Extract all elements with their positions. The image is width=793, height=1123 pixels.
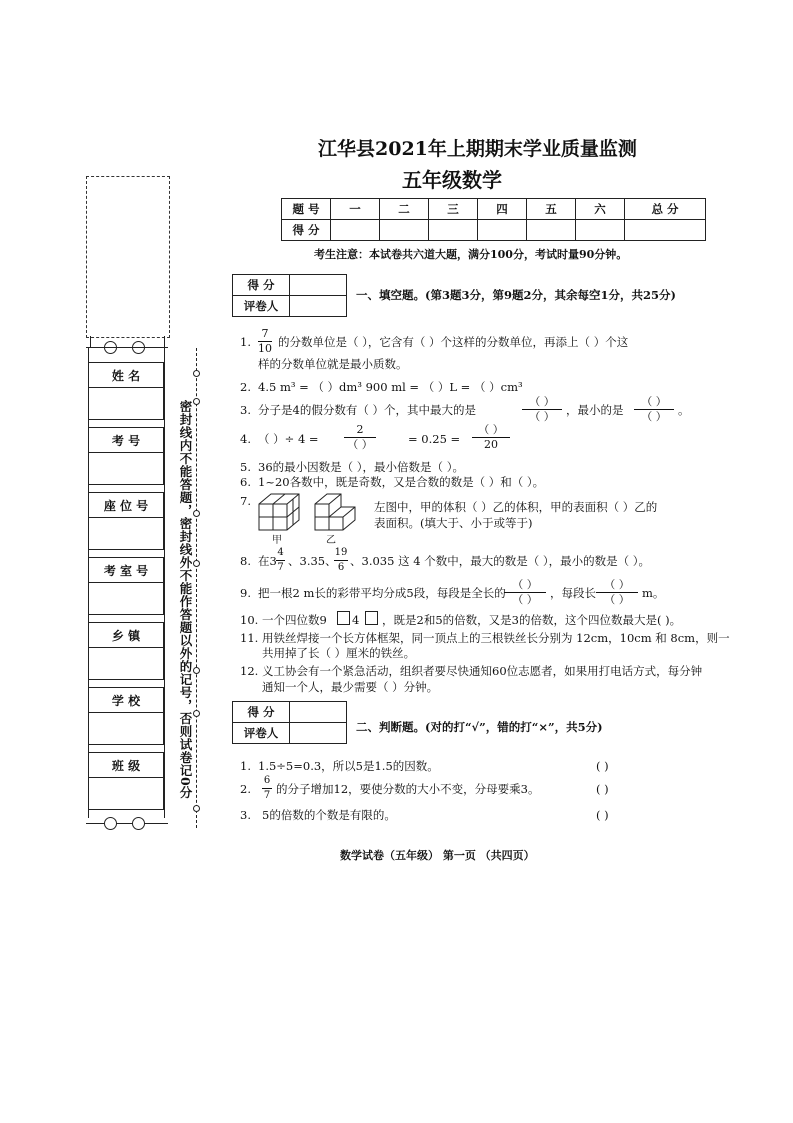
score-header-cell: 六	[576, 199, 625, 220]
q9-blank-fraction-2[interactable]: （ ） （ ）	[596, 579, 638, 606]
q10-text-a: 一个四位数9	[262, 613, 327, 627]
q4-fraction-1	[344, 424, 376, 451]
seal-line-dot	[193, 710, 200, 717]
fraction-numerator: 19	[334, 547, 348, 558]
score-cell[interactable]	[576, 220, 625, 241]
seal-line-dot	[193, 398, 200, 405]
exam-number-field[interactable]	[88, 427, 164, 485]
strip-line	[86, 823, 168, 824]
score-header-cell: 总 分	[625, 199, 706, 220]
s2-q3-text: 5的倍数的个数是有限的。	[262, 808, 396, 822]
q7-text-line2: 表面积。(填大于、小于或等于)	[374, 516, 533, 530]
q10-text-c: ，既是2和5的倍数，又是3的倍数，这个四位数最大是( )。	[382, 613, 682, 627]
q6-text: 1~20各数中，既是奇数，又是合数的数是（ ）和（ ）。	[258, 475, 545, 489]
photo-box	[86, 176, 170, 338]
s2-q2-answer-paren[interactable]: ( )	[596, 782, 609, 796]
q3-blank-fraction-min[interactable]: （ ） （ ）	[634, 396, 674, 423]
strip-line	[164, 348, 165, 818]
q9-text: 把一根2 m长的彩带平均分成5段，每段是全长的	[258, 586, 506, 600]
q1-text-line2: 样的分数单位就是最小质数。	[258, 357, 408, 371]
q3-text-mid: ，最小的是	[566, 403, 624, 417]
page-footer: 数学试卷（五年级） 第一页 （共四页）	[340, 849, 535, 862]
q1-number: 1.	[240, 335, 251, 349]
fraction-numerator: （ ）	[478, 423, 504, 436]
q8-text-c: 、3.035 这 4 个数中，最大的数是（ ），最小的数是（ ）。	[350, 554, 651, 568]
section1-heading: 一、填空题。(第3题3分，第9题2分，其余每空1分，共25分)	[356, 288, 676, 302]
class-field-label: 班 级	[89, 753, 163, 778]
q4-text-b: = 0.25 =	[408, 432, 461, 446]
class-field[interactable]	[88, 752, 164, 810]
q6-number: 6.	[240, 475, 251, 489]
s2-q2-text: 的分子增加12，要使分数的大小不变，分母要乘3。	[276, 782, 540, 796]
score-header-cell: 二	[380, 199, 429, 220]
q10-digit-box-1[interactable]	[337, 611, 350, 625]
q12-number: 12.	[240, 664, 259, 678]
fraction-denominator: 7	[263, 790, 271, 801]
score-cell[interactable]	[380, 220, 429, 241]
q8-number: 8.	[240, 554, 251, 568]
q5-text: 36的最小因数是（ ），最小倍数是（ ）。	[258, 460, 464, 474]
grader-reviewer-label: 评卷人	[233, 296, 290, 317]
grader-reviewer-cell[interactable]	[290, 296, 347, 317]
q3-blank-fraction-max[interactable]: （ ） （ ）	[522, 396, 562, 423]
q12-text-line2: 通知一个人，最少需要（ ）分钟。	[262, 680, 439, 694]
strip-line	[86, 347, 168, 348]
q11-text: 用铁丝焊接一个长方体框架，同一顶点上的三根铁丝长分别为 12cm，10cm 和 8cm，则一	[262, 631, 730, 645]
grader-score-label: 得 分	[233, 275, 290, 296]
s2-q1-answer-paren[interactable]: ( )	[596, 759, 609, 773]
score-header-cell: 四	[478, 199, 527, 220]
grader-reviewer-label: 评卷人	[233, 723, 290, 744]
seal-line	[196, 348, 197, 828]
s2-q2-fraction	[262, 775, 272, 802]
score-table	[281, 198, 706, 241]
q9-text-end: m。	[642, 586, 665, 600]
seat-number-field[interactable]	[88, 492, 164, 550]
q9-text-mid: ，每段长	[550, 586, 596, 600]
score-header-cell: 五	[527, 199, 576, 220]
grader-score-cell[interactable]	[290, 702, 347, 723]
q2-number: 2.	[240, 380, 251, 394]
score-header-cell: 一	[331, 199, 380, 220]
q8-mixed-fraction	[276, 547, 285, 574]
q11-text-line2: 共用掉了长（ ）厘米的铁丝。	[262, 646, 416, 660]
s2-q1-number: 1.	[240, 759, 251, 773]
seal-line-dot	[193, 510, 200, 517]
section2-heading: 二、判断题。(对的打“√”，错的打“×”，共5分)	[356, 720, 603, 734]
exam-notice: 考生注意：本试卷共六道大题，满分100分，考试时量90分钟。	[314, 248, 628, 261]
score-cell[interactable]	[625, 220, 706, 241]
score-cell[interactable]	[429, 220, 478, 241]
cube-label-a: 甲	[272, 535, 282, 546]
q1-text: 的分数单位是（ ），它含有（ ）个这样的分数单位，再添上（ ）个这	[278, 335, 629, 349]
fraction-numerator: 6	[263, 775, 271, 786]
fraction-denominator: 7	[277, 562, 284, 573]
q9-number: 9.	[240, 586, 251, 600]
exam-room-field[interactable]	[88, 557, 164, 615]
q7-number: 7.	[240, 494, 251, 508]
seal-warning-text: 密封线内不能答题，密封线外不能作答题以外的记号，否则试卷记0分	[178, 400, 193, 800]
fraction-denominator: 20	[484, 438, 498, 451]
fraction-numerator: 2	[356, 423, 364, 436]
grader-score-cell[interactable]	[290, 275, 347, 296]
punch-hole-circle	[104, 817, 117, 830]
q5-number: 5.	[240, 460, 251, 474]
cube-diagram-a	[256, 490, 302, 534]
township-field-label: 乡 镇	[89, 623, 163, 648]
q8-text-a: 在3	[258, 554, 277, 568]
q10-digit-box-2[interactable]	[365, 611, 378, 625]
subject-title: 五年级数学	[402, 168, 502, 192]
seal-line-dot	[193, 560, 200, 567]
fraction-denominator: 6	[337, 562, 345, 573]
s2-q3-number: 3.	[240, 808, 251, 822]
score-cell[interactable]	[478, 220, 527, 241]
grader-score-label: 得 分	[233, 702, 290, 723]
q9-blank-fraction[interactable]: （ ） （ ）	[504, 579, 546, 606]
seal-line-dot	[193, 370, 200, 377]
q12-text: 义工协会有一个紧急活动，组织者要尽快通知60位志愿者，如果用打电话方式，每分钟	[262, 664, 703, 678]
q3-number: 3.	[240, 403, 251, 417]
exam-room-field-label: 考 室 号	[89, 558, 163, 583]
score-cell[interactable]	[527, 220, 576, 241]
fraction-denominator: （ ）	[347, 438, 373, 451]
school-field-label: 学 校	[89, 688, 163, 713]
q3-text: 分子是4的假分数有（ ）个，其中最大的是	[258, 403, 476, 417]
score-row-label: 得 分	[282, 220, 331, 241]
s2-q3-answer-paren[interactable]: ( )	[596, 808, 609, 822]
q4-text-a: （ ）÷ 4 =	[258, 432, 319, 446]
grader-reviewer-cell[interactable]	[290, 723, 347, 744]
fraction-numerator: 7	[261, 327, 269, 340]
q3-text-end: 。	[678, 403, 690, 417]
s2-q1-text: 1.5÷5=0.3，所以5是1.5的因数。	[258, 759, 439, 773]
fraction-denominator: 10	[258, 342, 272, 355]
q8-text-b: 、3.35、	[288, 554, 337, 568]
q10-number: 10.	[240, 613, 259, 627]
exam-number-field-label: 考 号	[89, 428, 163, 453]
q11-number: 11.	[240, 631, 259, 645]
score-header-cell: 题 号	[282, 199, 331, 220]
exam-title: 江华县2021年上期期末学业质量监测	[318, 138, 637, 160]
seat-number-field-label: 座 位 号	[89, 493, 163, 518]
grader-box-1	[232, 274, 347, 317]
q4-fraction-2	[472, 424, 510, 451]
q10-text-b: 4	[352, 613, 360, 627]
score-cell[interactable]	[331, 220, 380, 241]
q2-text: 4.5 m³ = （ ）dm³ 900 ml = （ ）L = （ ）cm³	[258, 380, 523, 394]
cube-diagram-b	[312, 490, 358, 534]
score-header-cell: 三	[429, 199, 478, 220]
seal-line-dot	[193, 805, 200, 812]
q4-number: 4.	[240, 432, 251, 446]
q1-fraction	[258, 328, 272, 355]
q7-text: 左图中，甲的体积（ ）乙的体积，甲的表面积（ ）乙的	[374, 500, 658, 514]
school-field[interactable]	[88, 687, 164, 745]
township-field[interactable]	[88, 622, 164, 680]
name-field-label: 姓 名	[89, 363, 163, 388]
punch-hole-circle	[132, 817, 145, 830]
fraction-numerator: 4	[277, 547, 284, 558]
q8-fraction	[334, 547, 348, 574]
name-field[interactable]	[88, 362, 164, 420]
cube-label-b: 乙	[326, 535, 336, 546]
seal-line-dot	[193, 667, 200, 674]
s2-q2-number: 2.	[240, 782, 251, 796]
grader-box-2	[232, 701, 347, 744]
